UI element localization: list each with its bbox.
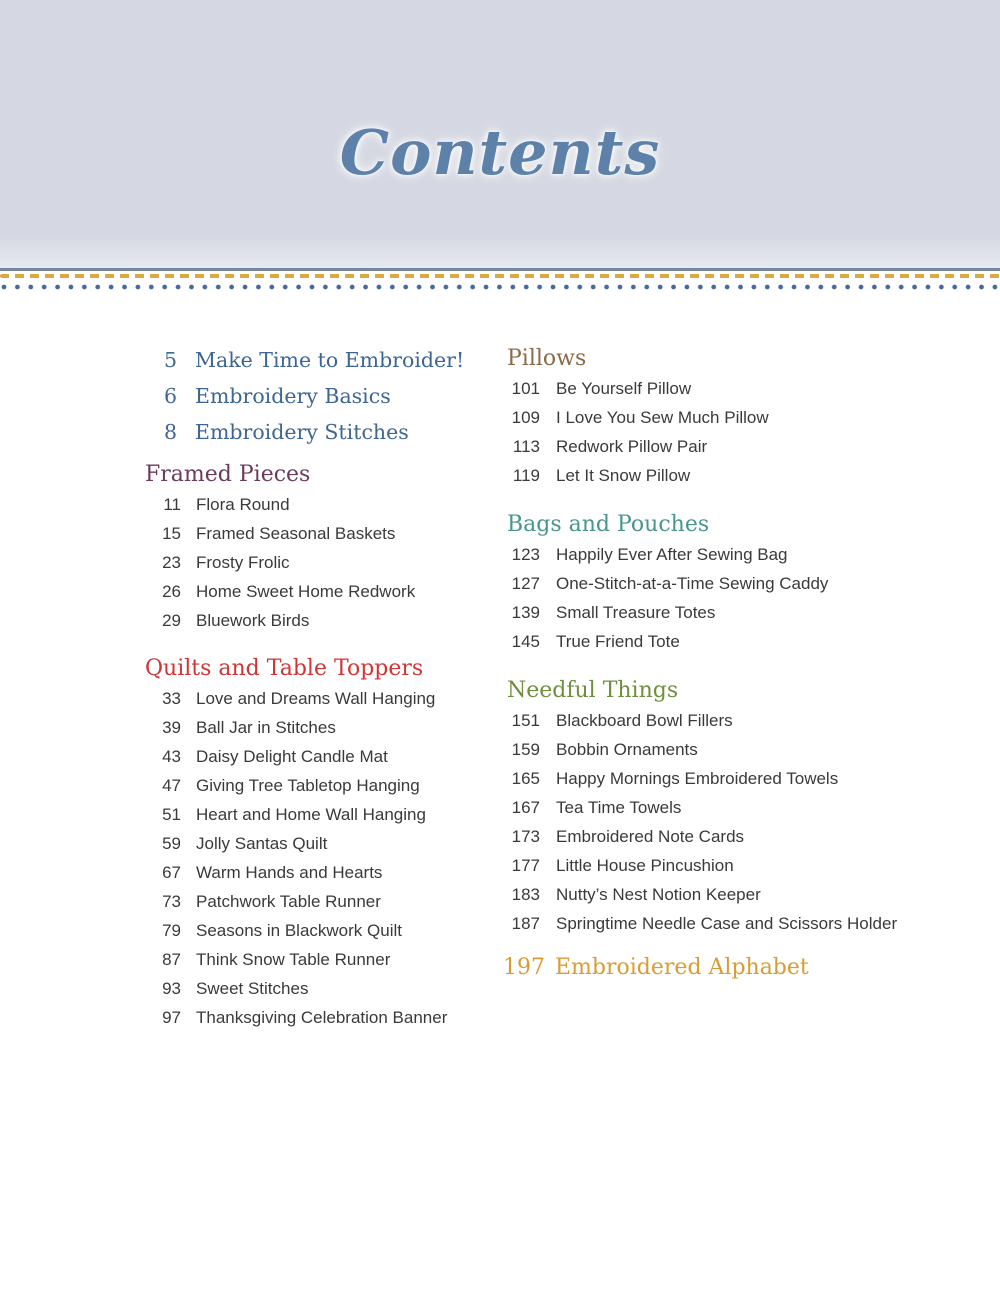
entry-title: Embroidery Stitches — [195, 420, 409, 444]
toc-section-needful-things — [503, 676, 973, 938]
page-number: 73 — [162, 892, 181, 911]
entry-title: Patchwork Table Runner — [196, 892, 381, 911]
page-number: 26 — [162, 582, 181, 601]
page-number: 11 — [163, 495, 181, 514]
toc-entry — [145, 577, 495, 606]
toc-entry-embroidered-alphabet — [503, 952, 973, 984]
toc-section-framed-pieces — [145, 460, 495, 635]
toc-entry — [145, 945, 495, 974]
toc-entry — [503, 793, 973, 822]
entry-title: Nutty’s Nest Notion Keeper — [556, 885, 761, 904]
stitch-dotted-border — [1, 284, 1000, 290]
page-number: 87 — [162, 950, 181, 969]
entry-title: I Love You Sew Much Pillow — [556, 408, 769, 427]
page-number: 101 — [511, 379, 540, 398]
toc-entry — [503, 374, 973, 403]
page-number: 173 — [511, 827, 540, 846]
toc-entry — [503, 764, 973, 793]
section-heading: Needful Things — [507, 678, 679, 703]
page-number: 6 — [163, 384, 177, 408]
toc-intro-entry — [145, 378, 495, 414]
page-number: 93 — [162, 979, 181, 998]
page-number: 177 — [511, 856, 540, 875]
toc-entry — [503, 627, 973, 656]
entry-title: Be Yourself Pillow — [556, 379, 692, 398]
toc-entry — [503, 403, 973, 432]
entry-title: Tea Time Towels — [556, 798, 682, 817]
toc-entry — [145, 800, 495, 829]
page-number: 119 — [512, 466, 540, 485]
entry-title: Home Sweet Home Redwork — [196, 582, 416, 601]
stitch-dashed-border — [0, 274, 1000, 278]
toc-entry — [503, 909, 973, 938]
entry-title: Seasons in Blackwork Quilt — [196, 921, 402, 940]
toc-section-pillows — [503, 344, 973, 490]
toc-entry — [145, 858, 495, 887]
page-number: 67 — [162, 863, 181, 882]
toc-entry — [145, 742, 495, 771]
section-heading: Framed Pieces — [145, 462, 311, 487]
toc-section-bags-and-pouches — [503, 510, 973, 656]
toc-entry — [145, 1003, 495, 1032]
toc-entry — [145, 490, 495, 519]
page-number: 151 — [511, 711, 540, 730]
toc-entry — [145, 887, 495, 916]
page-number: 159 — [511, 740, 540, 759]
entry-title: Springtime Needle Case and Scissors Holder — [556, 914, 898, 933]
page-number: 97 — [162, 1008, 181, 1027]
entry-title: Redwork Pillow Pair — [556, 437, 708, 456]
toc-entry — [145, 519, 495, 548]
page-number: 183 — [511, 885, 540, 904]
section-heading: Pillows — [507, 346, 587, 371]
entry-title: Embroidered Note Cards — [556, 827, 745, 846]
page-number: 165 — [511, 769, 540, 788]
toc-entry — [145, 829, 495, 858]
page-number: 59 — [162, 834, 181, 853]
toc-entry — [145, 713, 495, 742]
entry-title: Make Time to Embroider! — [195, 348, 465, 372]
entry-title: Bluework Birds — [196, 611, 310, 630]
toc-section-quilts-and-table-toppers — [145, 654, 495, 1032]
page-number: 123 — [511, 545, 540, 564]
entry-title: Let It Snow Pillow — [556, 466, 691, 485]
toc-entry — [503, 432, 973, 461]
entry-title: Sweet Stitches — [196, 979, 309, 998]
entry-title: Warm Hands and Hearts — [196, 863, 383, 882]
entry-title: Thanksgiving Celebration Banner — [196, 1008, 448, 1027]
toc-entry — [503, 880, 973, 909]
section-heading: Quilts and Table Toppers — [145, 656, 424, 681]
entry-title: Ball Jar in Stitches — [196, 718, 336, 737]
page-title: Contents — [339, 116, 661, 189]
page-number: 23 — [162, 553, 181, 572]
entry-title: Think Snow Table Runner — [196, 950, 391, 969]
toc-entry — [145, 606, 495, 635]
page-number: 47 — [162, 776, 181, 795]
entry-title: Giving Tree Tabletop Hanging — [196, 776, 420, 795]
page-header — [0, 0, 1000, 271]
entry-title: Daisy Delight Candle Mat — [196, 747, 388, 766]
toc-entry — [503, 851, 973, 880]
page-number: 39 — [162, 718, 181, 737]
entry-title: Happy Mornings Embroidered Towels — [556, 769, 839, 788]
entry-title: Love and Dreams Wall Hanging — [196, 689, 436, 708]
toc-entry — [145, 548, 495, 577]
toc-entry — [145, 974, 495, 1003]
entry-title: Framed Seasonal Baskets — [196, 524, 396, 543]
page-number: 167 — [511, 798, 540, 817]
page-number: 15 — [162, 524, 181, 543]
toc-entry — [503, 822, 973, 851]
page-number: 197 — [503, 955, 545, 980]
entry-title: Small Treasure Totes — [556, 603, 716, 622]
toc-entry — [503, 569, 973, 598]
page-number: 109 — [511, 408, 540, 427]
toc-entry — [145, 916, 495, 945]
toc-entry — [503, 540, 973, 569]
page-number: 145 — [511, 632, 540, 651]
page-number: 29 — [162, 611, 181, 630]
toc-entry — [503, 706, 973, 735]
entry-title: Blackboard Bowl Fillers — [556, 711, 733, 730]
page-number: 79 — [162, 921, 181, 940]
entry-title: Bobbin Ornaments — [556, 740, 698, 759]
entry-title: Embroidered Alphabet — [555, 955, 809, 980]
entry-title: Little House Pincushion — [556, 856, 734, 875]
entry-title: Happily Ever After Sewing Bag — [556, 545, 788, 564]
page-number: 5 — [163, 348, 177, 372]
toc-entry — [503, 598, 973, 627]
toc-entry — [145, 684, 495, 713]
toc-right-column — [503, 344, 973, 984]
page-number: 139 — [511, 603, 540, 622]
page-number: 127 — [511, 574, 540, 593]
page-number: 113 — [512, 437, 540, 456]
entry-title: True Friend Tote — [556, 632, 680, 651]
entry-title: Flora Round — [196, 495, 290, 514]
page-number: 33 — [162, 689, 181, 708]
toc-entry — [145, 771, 495, 800]
section-heading: Bags and Pouches — [507, 512, 710, 537]
entry-title: Frosty Frolic — [196, 553, 290, 572]
entry-title: Embroidery Basics — [195, 384, 391, 408]
toc-entry — [503, 461, 973, 490]
toc-left-column — [145, 342, 495, 1032]
page-number: 8 — [163, 420, 177, 444]
entry-title: One-Stitch-at-a-Time Sewing Caddy — [556, 574, 829, 593]
page-number: 187 — [511, 914, 540, 933]
entry-title: Heart and Home Wall Hanging — [196, 805, 426, 824]
page-number: 51 — [162, 805, 181, 824]
toc-entry — [503, 735, 973, 764]
toc-intro-entry — [145, 414, 495, 450]
toc-intro-entry — [145, 342, 495, 378]
entry-title: Jolly Santas Quilt — [196, 834, 328, 853]
page-number: 43 — [162, 747, 181, 766]
